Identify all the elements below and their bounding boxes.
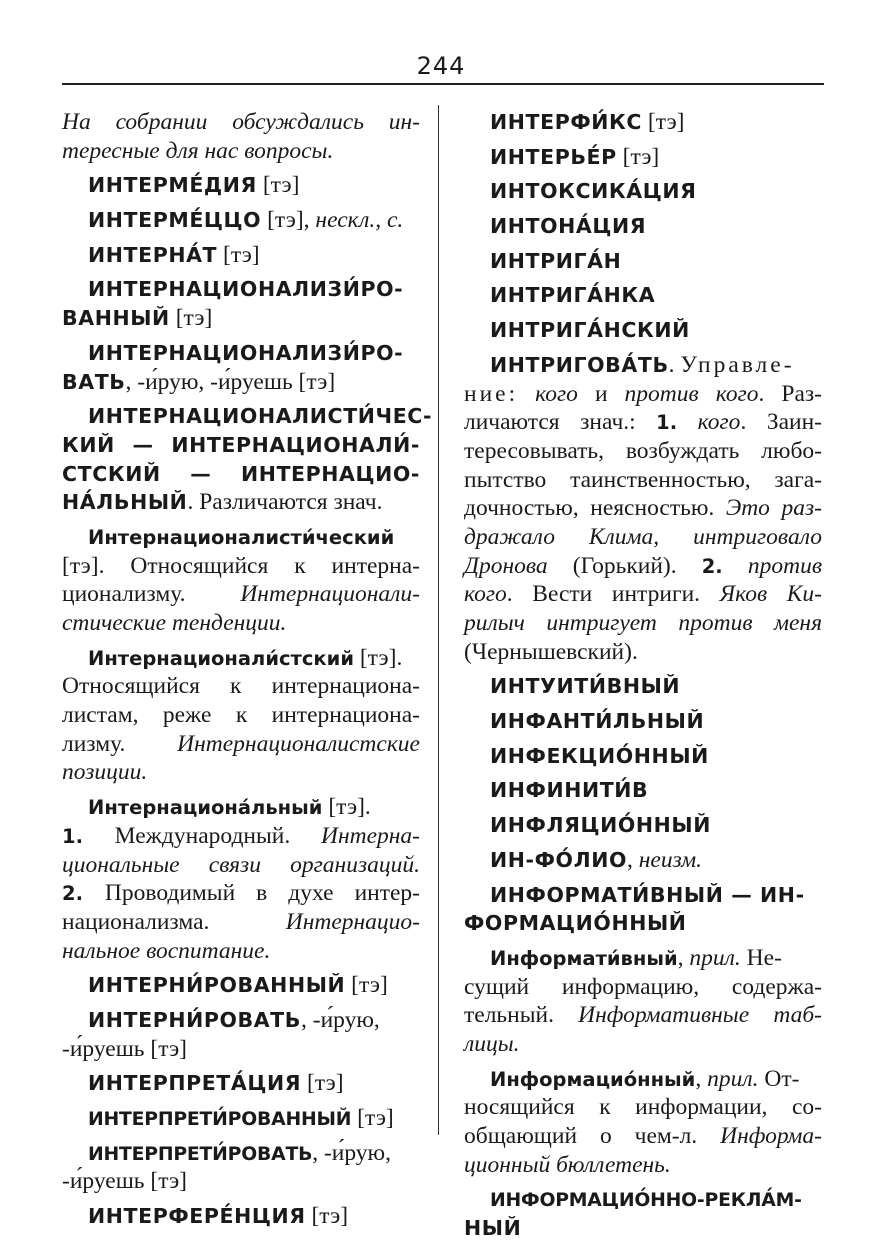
- headword: ФОРМАЦИО́ННЫЙ: [464, 911, 687, 936]
- headword: ИНТЕРНИ́РОВАТЬ: [88, 1007, 301, 1032]
- header-rule: [62, 83, 824, 85]
- dictionary-entry: [62, 1069, 420, 1098]
- entry-text: . Вести интриги.: [506, 581, 720, 608]
- entry-text: и: [577, 380, 625, 407]
- entry-line: [464, 380, 822, 409]
- entry-text: ,: [677, 944, 690, 971]
- entry-text: . Раз-: [758, 380, 822, 407]
- entry-text: [518, 381, 535, 407]
- entry-line: [62, 908, 420, 937]
- entry-text: ,: [627, 846, 639, 873]
- headword: ИНТЕРНА́Т: [88, 242, 218, 267]
- right-column: [464, 108, 822, 1249]
- italic-text: стические тенденции.: [62, 610, 287, 636]
- italic-text: лицы.: [464, 1030, 520, 1057]
- entry-line: [62, 206, 420, 235]
- entry-text: (Горький).: [547, 552, 702, 579]
- entry-line: [464, 944, 822, 973]
- entry-line: [464, 881, 822, 910]
- dictionary-entry: [464, 247, 822, 276]
- headword: ИНТЕРНАЦИОНАЛИЗИ́РО-: [88, 340, 404, 365]
- dictionary-entry: [464, 212, 822, 241]
- entry-line: [62, 304, 420, 333]
- entry-line: [62, 552, 420, 581]
- bold-term: Интернационали́стский: [88, 646, 354, 670]
- entry-line: [464, 1151, 822, 1180]
- entry-text: От-: [758, 1065, 800, 1092]
- column-divider: [438, 105, 439, 1135]
- entry-line: [464, 466, 822, 495]
- entry-line: [464, 143, 822, 172]
- dictionary-entry: [62, 523, 420, 638]
- entry-text: [тэ]. Относящийся к интерна-: [62, 552, 420, 579]
- entry-line: [464, 408, 822, 437]
- dictionary-entry: [62, 275, 420, 332]
- italic-text: ционный бюллетень.: [464, 1151, 671, 1178]
- entry-text: Проводимый в духе интер-: [104, 880, 421, 907]
- entry-line: [464, 1185, 822, 1214]
- entry-text: личаются знач.:: [464, 409, 657, 436]
- dictionary-entry: [464, 281, 822, 310]
- entry-line: [62, 108, 420, 137]
- entry-line: [62, 822, 420, 851]
- headword: ВАТЬ: [62, 369, 126, 394]
- headword: СТСКИЙ — ИНТЕРНАЦИО-: [62, 461, 420, 486]
- entry-line: [464, 212, 822, 241]
- entry-line: [464, 1030, 822, 1059]
- entry-text: общающий о чем-л.: [464, 1123, 721, 1149]
- entry-line: [464, 742, 822, 771]
- entry-text: [тэ]: [256, 172, 300, 199]
- entry-text: сущий информацию, содержа-: [464, 973, 822, 1000]
- entry-line: [464, 281, 822, 310]
- italic-text: нальное воспитание.: [62, 937, 271, 964]
- entry-line: [464, 351, 822, 380]
- bold-term: Информати́вный: [490, 946, 678, 970]
- entry-line: [62, 523, 420, 552]
- headword: ИНТЕРФЕРЕ́НЦИЯ: [88, 1204, 306, 1229]
- italic-text: прил.: [707, 1065, 759, 1092]
- italic-text: На собрании обсуждались ин-: [62, 109, 420, 135]
- entry-line: [62, 937, 420, 966]
- entry-line: [464, 552, 822, 581]
- dictionary-entry: [62, 644, 420, 787]
- entry-line: [62, 368, 420, 397]
- entry-text: [тэ]: [301, 1070, 344, 1097]
- bold-term: 1.: [62, 824, 115, 848]
- italic-text: Интернационалистские: [177, 730, 420, 757]
- italic-text: рилыч интригует против меня: [464, 610, 822, 636]
- entry-line: [62, 672, 420, 701]
- headword: ИНФАНТИ́ЛЬНЫЙ: [490, 709, 705, 734]
- dictionary-entry: [62, 339, 420, 396]
- entry-text: [тэ]: [351, 1105, 394, 1131]
- entry-text: , -и́рую,: [301, 1006, 380, 1033]
- dictionary-entry: [62, 1202, 420, 1231]
- dictionary-entry: [62, 1139, 420, 1196]
- dictionary-entry: [464, 108, 822, 137]
- italic-text: неизм.: [638, 846, 703, 873]
- entry-line: [464, 1093, 822, 1122]
- entry-text: ,: [695, 1065, 708, 1092]
- entry-line: [62, 1006, 420, 1035]
- entry-text: Управле-: [680, 351, 795, 378]
- bold-term: 2.: [701, 554, 723, 578]
- dictionary-entry: [464, 351, 822, 667]
- headword: ИНТЕРНАЦИОНАЛИЗИ́РО-: [88, 277, 404, 302]
- entry-text: [тэ]: [642, 109, 685, 135]
- entry-text: [тэ],: [261, 207, 316, 234]
- headword: КИЙ — ИНТЕРНАЦИОНАЛИ́-: [62, 432, 420, 457]
- entry-text: [677, 409, 698, 435]
- entry-text: -и́руешь [тэ]: [62, 1035, 187, 1062]
- headword: ИНТЕРМЕ́ДИЯ: [88, 173, 257, 198]
- dictionary-entry: [464, 316, 822, 345]
- entry-line: [464, 707, 822, 736]
- page-number: 244: [416, 52, 466, 80]
- entry-text: ние:: [464, 380, 519, 407]
- entry-text: , -и́рую, -и́руешь [тэ]: [125, 368, 336, 395]
- italic-text: против: [747, 552, 823, 579]
- left-column: [62, 108, 433, 1237]
- entry-line: [464, 523, 822, 552]
- entry-spacer: [464, 1243, 822, 1249]
- entry-line: [464, 811, 822, 840]
- entry-text: [тэ]: [305, 1203, 349, 1230]
- entry-text: дочностью, неясностью.: [464, 495, 726, 522]
- dictionary-entry: [464, 143, 822, 172]
- dictionary-entry: [464, 1185, 822, 1242]
- headword: ИНФИНИТИ́В: [490, 778, 649, 803]
- entry-line: [464, 609, 822, 638]
- headword: ИНТРИГОВА́ТЬ: [490, 352, 669, 377]
- headword: ИНТЕРЬЕ́Р: [490, 144, 617, 169]
- entry-text: Международный.: [114, 822, 321, 849]
- italic-text: Информа-: [720, 1123, 822, 1149]
- headword: ИНТЕРНИ́РОВАННЫЙ: [88, 973, 346, 998]
- headword: ИНФОРМАТИ́ВНЫЙ — ИН-: [490, 882, 805, 907]
- entry-line: [464, 316, 822, 345]
- dictionary-entry: [62, 171, 420, 200]
- entry-text: листам, реже к интернациона-: [62, 702, 420, 729]
- entry-text: . Заин-: [740, 409, 822, 436]
- entry-line: [464, 580, 822, 609]
- italic-text: нескл., с.: [315, 207, 404, 234]
- entry-line: [464, 672, 822, 701]
- entry-line: [62, 241, 420, 270]
- dictionary-entry: [464, 1065, 822, 1180]
- headword: ИНФЛЯЦИО́ННЫЙ: [490, 813, 711, 838]
- italic-text: позиции.: [62, 759, 148, 786]
- bold-term: Интернациона́льный: [88, 796, 323, 820]
- entry-text: пытство таинственностью, зага-: [464, 466, 822, 493]
- italic-text: Интернацио-: [285, 908, 420, 935]
- italic-text: Дронова: [464, 552, 548, 579]
- entry-line: [62, 580, 420, 609]
- entry-text: -и́руешь [тэ]: [62, 1168, 187, 1195]
- entry-line: [62, 851, 420, 880]
- italic-text: Интернационали-: [240, 581, 420, 608]
- italic-text: Интерна-: [320, 822, 420, 849]
- headword: ИНТЕРПРЕТА́ЦИЯ: [88, 1071, 302, 1096]
- entry-line: [62, 431, 420, 460]
- entry-text: .: [668, 351, 681, 378]
- entry-line: [464, 638, 822, 667]
- dictionary-entry: [62, 1104, 420, 1133]
- dictionary-entry: [62, 793, 420, 965]
- entry-line: [464, 494, 822, 523]
- italic-text: Информативные таб-: [578, 1002, 822, 1029]
- italic-text: кого: [535, 380, 578, 407]
- bold-term: Интернационалисти́ческий: [88, 525, 395, 549]
- dictionary-entry: [464, 846, 822, 875]
- headword: ИНТЕРПРЕТИ́РОВАННЫЙ: [88, 1109, 352, 1130]
- entry-line: [464, 909, 822, 938]
- entry-line: [464, 776, 822, 805]
- entry-line: [464, 1065, 822, 1094]
- headword: ИНФЕКЦИО́ННЫЙ: [490, 743, 709, 768]
- entry-text: [тэ]: [345, 972, 388, 999]
- dictionary-entry: [464, 742, 822, 771]
- dictionary-entry: [464, 672, 822, 701]
- entry-text: (Чернышевский).: [464, 638, 638, 665]
- headword: ИНТРИГА́НКА: [490, 283, 656, 308]
- entry-text: . Различаются знач.: [187, 489, 383, 516]
- entry-line: [62, 402, 433, 431]
- entry-text: [тэ]: [616, 143, 660, 170]
- entry-line: [62, 1139, 420, 1168]
- entry-spacer: [62, 1231, 420, 1237]
- entry-line: [464, 437, 822, 466]
- headword: ИНТУИТИ́ВНЫЙ: [490, 674, 681, 699]
- entry-line: [62, 758, 420, 787]
- headword: ИНТЕРМЕ́ЦЦО: [88, 208, 262, 233]
- headword: ИНФОРМАЦИО́ННО-РЕКЛА́М-: [490, 1190, 802, 1212]
- headword: ИНТРИГА́Н: [490, 248, 622, 273]
- entry-text: Не-: [740, 944, 782, 971]
- entry-text: национализма.: [62, 908, 286, 935]
- entry-text: [тэ]: [169, 305, 213, 332]
- italic-text: кого: [464, 581, 507, 608]
- entry-line: [464, 846, 822, 875]
- entry-line: [464, 247, 822, 276]
- headword: ИН-ФО́ЛИО: [490, 847, 627, 872]
- italic-text: против кого: [624, 380, 759, 407]
- entry-text: , -и́рую,: [312, 1139, 391, 1166]
- entry-text: ционализму.: [62, 581, 241, 608]
- italic-text: Это раз-: [725, 495, 822, 522]
- entry-text: [тэ].: [353, 644, 403, 671]
- entry-text: лизму.: [62, 730, 178, 757]
- headword: НА́ЛЬНЫЙ: [62, 490, 188, 515]
- entry-text: тересовывать, возбуждать любо-: [464, 437, 822, 464]
- entry-line: [464, 177, 822, 206]
- entry-text: тельный.: [464, 1002, 579, 1029]
- entry-line: [62, 275, 420, 304]
- headword: ИНТРИГА́НСКИЙ: [490, 318, 690, 343]
- headword: ИНТОКСИКА́ЦИЯ: [490, 179, 697, 204]
- dictionary-entry: [464, 811, 822, 840]
- entry-line: [62, 1104, 420, 1133]
- dictionary-entry: [464, 776, 822, 805]
- italic-text: дражало Клима, интриговало: [464, 523, 822, 550]
- headword: ИНТОНА́ЦИЯ: [490, 214, 647, 239]
- headword: НЫЙ: [464, 1216, 522, 1241]
- entry-line: [62, 1035, 420, 1064]
- italic-text: Яков Ки-: [719, 581, 822, 608]
- entry-line: [62, 488, 420, 517]
- headword: ИНТЕРПРЕТИ́РОВАТЬ: [88, 1143, 313, 1165]
- italic-text: тересные для нас вопросы.: [62, 137, 334, 164]
- italic-text: прил.: [689, 944, 741, 971]
- entry-line: [62, 971, 420, 1000]
- dictionary-entry: [464, 707, 822, 736]
- entry-line: [62, 644, 420, 673]
- entry-text: [тэ]: [217, 241, 260, 268]
- entry-text: [723, 553, 748, 579]
- dictionary-entry: [62, 1006, 420, 1063]
- dictionary-entry: [464, 881, 822, 938]
- entry-line: [464, 973, 822, 1002]
- dictionary-entry: [62, 206, 420, 235]
- headword: ИНТЕРФИ́КС: [490, 110, 643, 134]
- dictionary-entry: [62, 108, 420, 165]
- dictionary-entry: [62, 971, 420, 1000]
- entry-line: [62, 730, 420, 759]
- entry-line: [464, 1122, 822, 1151]
- entry-line: [62, 460, 420, 489]
- entry-line: [464, 108, 822, 137]
- entry-text: [тэ].: [322, 794, 371, 821]
- dictionary-entry: [464, 944, 822, 1059]
- entry-line: [62, 1069, 420, 1098]
- entry-line: [62, 137, 420, 166]
- entry-text: Относящийся к интернациона-: [62, 673, 420, 700]
- italic-text: циональные связи организаций.: [62, 851, 420, 878]
- entry-line: [62, 1202, 420, 1231]
- bold-term: 1.: [656, 411, 678, 435]
- entry-line: [464, 1001, 822, 1030]
- dictionary-entry: [62, 241, 420, 270]
- entry-line: [62, 879, 420, 908]
- dictionary-entry: [62, 402, 433, 517]
- entry-line: [62, 339, 420, 368]
- entry-line: [62, 609, 420, 638]
- entry-line: [62, 171, 420, 200]
- entry-text: носящийся к информации, со-: [464, 1094, 822, 1121]
- entry-line: [62, 701, 420, 730]
- headword: ВАННЫЙ: [62, 306, 170, 331]
- bold-term: 2.: [62, 882, 105, 906]
- headword: ИНТЕРНАЦИОНАЛИСТИ́ЧЕС-: [88, 404, 433, 429]
- italic-text: кого: [697, 409, 741, 436]
- bold-term: Информацио́нный: [490, 1067, 696, 1091]
- entry-line: [62, 793, 420, 822]
- dictionary-entry: [464, 177, 822, 206]
- entry-line: [464, 1214, 822, 1243]
